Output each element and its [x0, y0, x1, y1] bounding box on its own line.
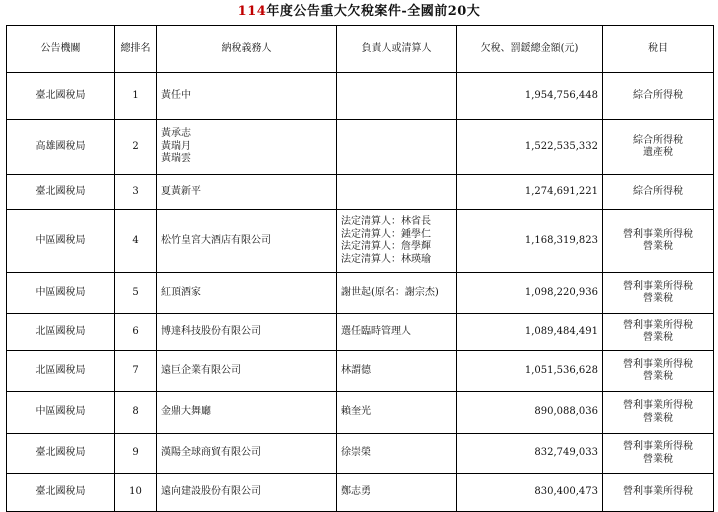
cell-rank: 2: [115, 120, 157, 175]
header-agency: 公告機關: [7, 26, 115, 73]
table-row: [7, 392, 714, 434]
cell-rank: 8: [115, 392, 157, 434]
cell-taxpayer-line: 紅頂酒家: [161, 286, 201, 298]
cell-responsible: [337, 314, 457, 351]
cell-responsible: [337, 73, 457, 120]
cell-rank: 6: [115, 314, 157, 351]
cell-tax-type-line: 營業稅: [643, 241, 673, 252]
cell-responsible-line: 法定清算人：詹學輝: [341, 241, 431, 252]
cell-taxpayer-line: 夏黃新平: [161, 185, 201, 197]
cell-tax-type-line: 營利事業所得稅: [623, 441, 693, 452]
cell-tax-type: [603, 120, 714, 175]
cell-taxpayer: [157, 434, 337, 474]
table-row: [7, 73, 714, 120]
table-row: [7, 314, 714, 351]
cell-amount: 1,051,536,628: [457, 351, 603, 392]
cell-tax-type-line: 綜合所得稅: [633, 134, 683, 146]
cell-responsible-line: 鄭志勇: [341, 486, 371, 498]
cell-agency: 臺北國稅局: [7, 434, 115, 474]
cell-rank: 4: [115, 210, 157, 273]
cell-taxpayer: [157, 175, 337, 210]
cell-amount: 1,089,484,491: [457, 314, 603, 351]
header-amount: 欠稅、罰鍰總金額(元): [457, 26, 603, 73]
cell-taxpayer-line: 遠巨企業有限公司: [161, 364, 241, 376]
header-tax-type: 稅目: [603, 26, 714, 73]
cell-agency: 臺北國稅局: [7, 474, 115, 512]
cell-tax-type-line: 營利事業所得稅: [623, 319, 693, 331]
cell-amount: 1,274,691,221: [457, 175, 603, 210]
cell-tax-type: [603, 210, 714, 273]
cell-tax-type: [603, 314, 714, 351]
cell-taxpayer: [157, 351, 337, 392]
cell-tax-type-line: 營業稅: [643, 453, 673, 465]
cell-amount: 890,088,036: [457, 392, 603, 434]
cell-rank: 9: [115, 434, 157, 474]
table-row: [7, 175, 714, 210]
page-title: [0, 3, 718, 21]
cell-tax-type: [603, 73, 714, 120]
cell-responsible-line: 法定清算人：鍾學仁: [341, 228, 431, 240]
cell-taxpayer-line: 黃承志: [161, 128, 191, 140]
cell-tax-type-line: 營業稅: [643, 371, 673, 382]
cell-amount: 1,522,535,332: [457, 120, 603, 175]
cell-responsible: [337, 175, 457, 210]
cell-taxpayer-line: 黃瑞雲: [161, 153, 191, 165]
cell-rank: 5: [115, 273, 157, 314]
header-responsible: 負責人或清算人: [337, 26, 457, 73]
cell-taxpayer: [157, 474, 337, 512]
cell-tax-type: [603, 474, 714, 512]
cell-taxpayer: [157, 210, 337, 273]
header-row: [7, 26, 714, 73]
cell-tax-type-line: 營利事業所得稅: [623, 280, 693, 292]
cell-tax-type: [603, 273, 714, 314]
cell-responsible: [337, 273, 457, 314]
cell-agency: 臺北國稅局: [7, 73, 115, 120]
cell-responsible: [337, 120, 457, 175]
cell-agency: 高雄國稅局: [7, 120, 115, 175]
cell-taxpayer-line: 黃任中: [161, 89, 191, 101]
cell-taxpayer: [157, 73, 337, 120]
cell-responsible: [337, 392, 457, 434]
cell-taxpayer: [157, 120, 337, 175]
cell-taxpayer: [157, 392, 337, 434]
cell-taxpayer-line: 漢陽全球商貿有限公司: [161, 447, 261, 459]
header-taxpayer: 納稅義務人: [157, 26, 337, 73]
cell-responsible-line: 賴奎光: [341, 406, 371, 418]
cell-agency: 中區國稅局: [7, 210, 115, 273]
cell-taxpayer: [157, 273, 337, 314]
cell-responsible: [337, 434, 457, 474]
cell-amount: 832,749,033: [457, 434, 603, 474]
cell-responsible-line: 法定清算人：林省長: [341, 216, 431, 227]
cell-taxpayer-line: 金鼎大舞廳: [161, 406, 211, 418]
cell-tax-type-line: 營利事業所得稅: [623, 228, 693, 240]
cell-tax-type-line: 營業稅: [643, 293, 673, 304]
cell-agency: 中區國稅局: [7, 392, 115, 434]
header-rank: 總排名: [115, 26, 157, 73]
table-row: [7, 351, 714, 392]
cell-rank: 3: [115, 175, 157, 210]
title-text: 年度公告重大欠稅案件-全國前20大: [266, 4, 481, 19]
cell-responsible-line: 林謂德: [341, 364, 371, 376]
tax-arrears-table: [6, 25, 714, 512]
cell-tax-type-line: 營利事業所得稅: [623, 358, 693, 370]
cell-tax-type-line: 營利事業所得稅: [623, 400, 693, 411]
cell-rank: 1: [115, 73, 157, 120]
cell-responsible-line: 徐崇榮: [341, 447, 371, 459]
table-row: [7, 434, 714, 474]
cell-amount: 1,168,319,823: [457, 210, 603, 273]
cell-responsible-line: 選任臨時管理人: [341, 325, 411, 337]
cell-taxpayer: [157, 314, 337, 351]
cell-taxpayer-line: 黃瑞月: [161, 140, 191, 152]
cell-tax-type: [603, 392, 714, 434]
cell-taxpayer-line: 遠向建設股份有限公司: [161, 486, 261, 498]
table-row: [7, 474, 714, 512]
cell-taxpayer-line: 博達科技股份有限公司: [161, 325, 261, 337]
cell-taxpayer-line: 松竹皇宮大酒店有限公司: [161, 234, 271, 246]
cell-tax-type: [603, 434, 714, 474]
table-row: [7, 273, 714, 314]
cell-tax-type-line: 遺產稅: [643, 147, 673, 158]
cell-amount: 1,098,220,936: [457, 273, 603, 314]
cell-responsible-line: 法定清算人：林瑛瑜: [341, 253, 431, 265]
cell-amount: 830,400,473: [457, 474, 603, 512]
cell-tax-type-line: 營利事業所得稅: [623, 486, 693, 498]
cell-rank: 7: [115, 351, 157, 392]
cell-tax-type-line: 綜合所得稅: [633, 185, 683, 197]
cell-tax-type-line: 營業稅: [643, 412, 673, 424]
cell-tax-type-line: 綜合所得稅: [633, 89, 683, 101]
cell-agency: 中區國稅局: [7, 273, 115, 314]
cell-agency: 臺北國稅局: [7, 175, 115, 210]
cell-agency: 北區國稅局: [7, 314, 115, 351]
cell-responsible: [337, 210, 457, 273]
cell-tax-type: [603, 175, 714, 210]
title-year: 114: [237, 4, 267, 19]
table-row: [7, 210, 714, 273]
table-row: [7, 120, 714, 175]
cell-responsible: [337, 474, 457, 512]
cell-amount: 1,954,756,448: [457, 73, 603, 120]
cell-responsible-line: 謝世起(原名：謝宗杰): [341, 286, 439, 298]
cell-responsible: [337, 351, 457, 392]
cell-agency: 北區國稅局: [7, 351, 115, 392]
cell-rank: 10: [115, 474, 157, 512]
cell-tax-type-line: 營業稅: [643, 332, 673, 343]
cell-tax-type: [603, 351, 714, 392]
